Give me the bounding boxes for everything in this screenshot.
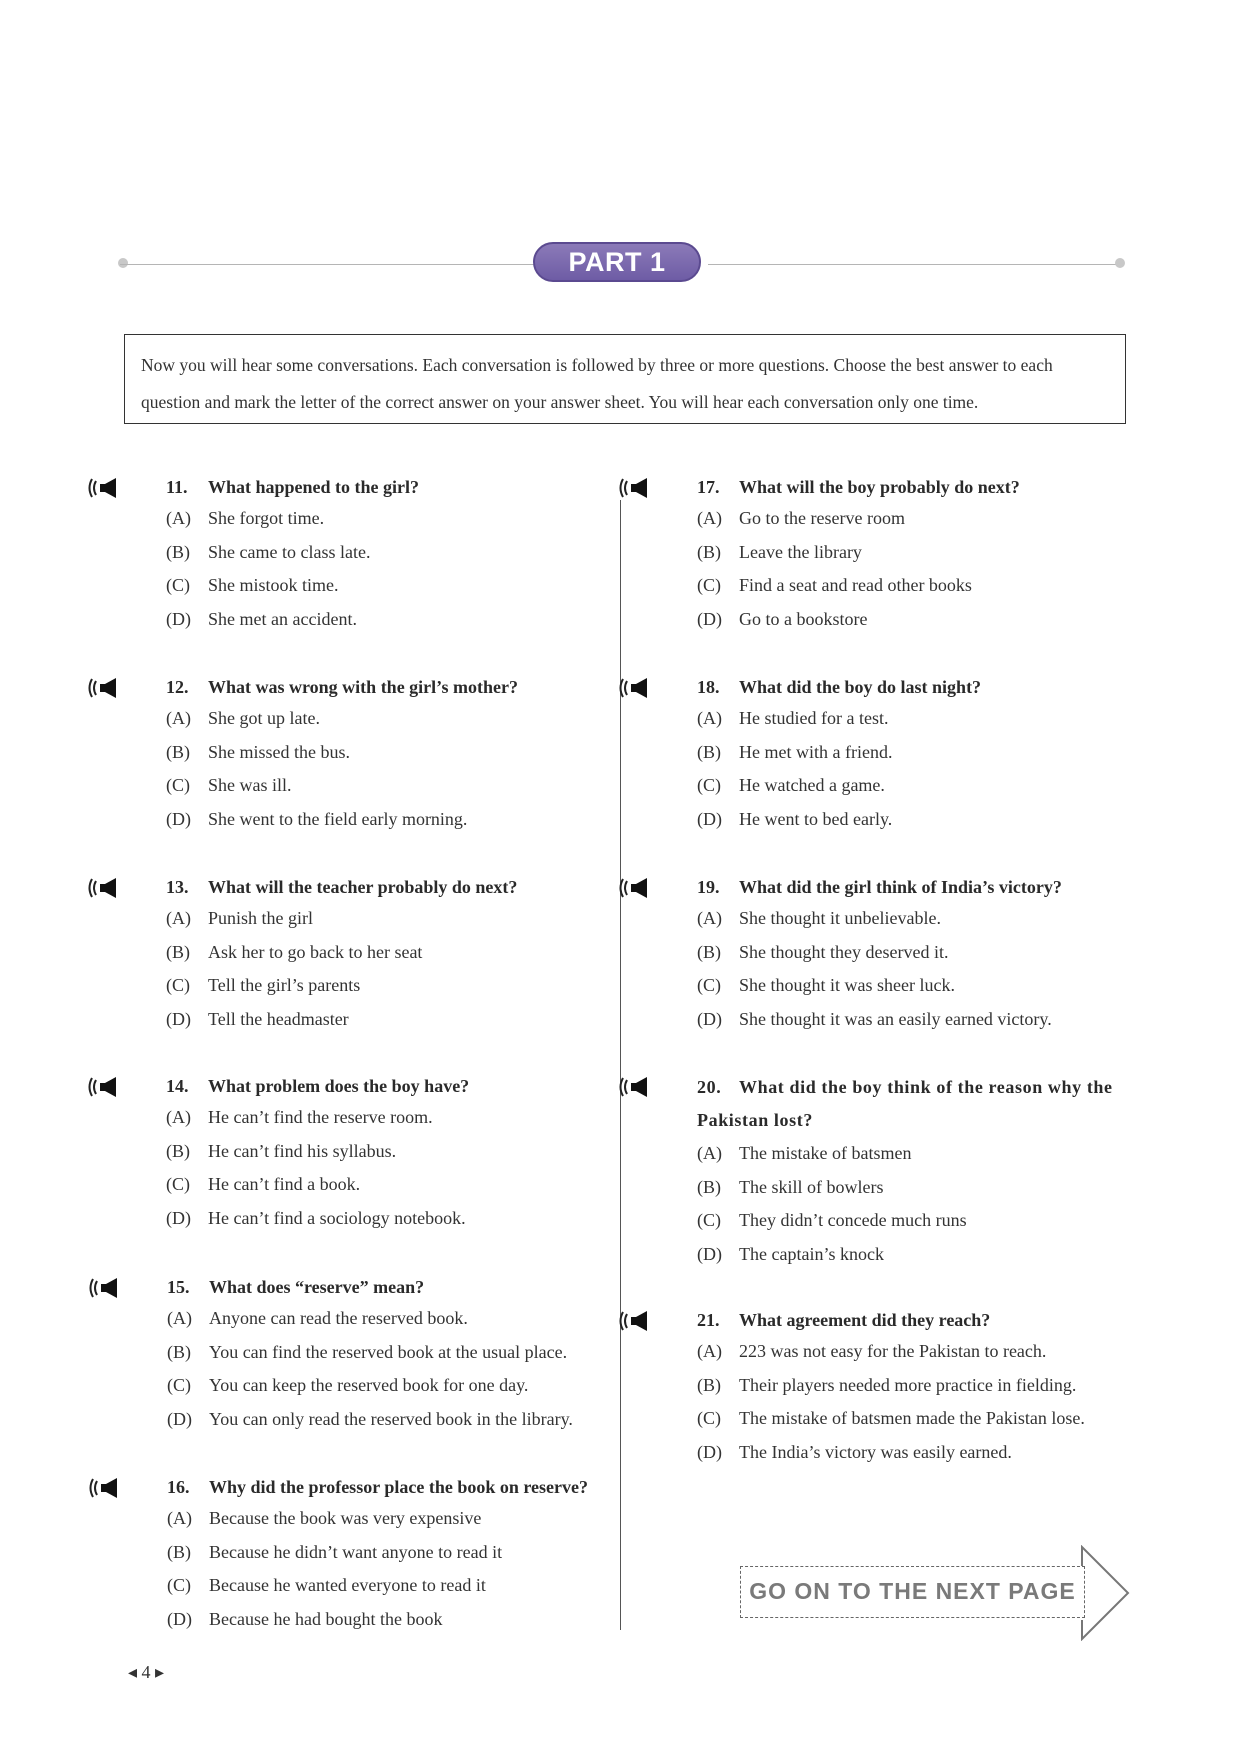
option-d[interactable] [697,1436,1217,1470]
option-text: The mistake of batsmen made the Pakistan lose. [739,1408,1085,1428]
option-d[interactable] [697,1003,1217,1037]
question-text: What happened to the girl? [208,477,420,497]
question-21[interactable] [697,1305,1217,1469]
option-c[interactable] [166,769,686,803]
option-a[interactable] [166,702,686,736]
question-12[interactable] [166,672,686,836]
question-text: What did the girl think of India’s victory? [739,877,1062,897]
part-label: PART 1 [533,242,701,282]
question-text: What problem does the boy have? [208,1076,470,1096]
option-letter: (A) [166,708,191,728]
option-d[interactable] [166,1202,686,1236]
option-a[interactable] [166,1101,686,1135]
option-text: The mistake of batsmen [739,1143,912,1163]
option-text: Because he didn’t want anyone to read it [209,1541,503,1562]
option-letter: (D) [697,1441,722,1462]
option-text: You can only read the reserved book in the library. [209,1408,573,1429]
question-number: 15. [167,1277,190,1297]
option-text: He can’t find his syllabus. [208,1140,397,1161]
option-text: Anyone can read the reserved book. [209,1308,468,1328]
question-text: What does “reserve” mean? [209,1277,425,1297]
option-a[interactable] [166,902,686,936]
option-text: She thought it unbelievable. [739,908,941,928]
option-letter: (A) [166,508,191,528]
option-letter: (C) [166,1174,190,1194]
option-text: Because he wanted everyone to read it [209,1575,486,1595]
option-letter: (C) [697,575,721,595]
option-letter: (B) [697,541,721,562]
option-d[interactable] [167,1403,687,1437]
question-text: What did the boy think of the reason why the Pakistan lost? [697,1077,1113,1130]
option-text: He studied for a test. [739,708,889,728]
option-letter: (D) [167,1408,192,1429]
option-a[interactable] [697,902,1217,936]
option-text: She mistook time. [208,575,339,595]
option-a[interactable] [697,1335,1217,1369]
option-text: Tell the girl’s parents [208,975,361,995]
option-letter: (A) [167,1508,192,1528]
option-b[interactable] [697,1171,1127,1205]
option-b[interactable] [166,536,686,570]
question-number: 13. [166,877,189,897]
option-letter: (B) [166,941,190,962]
speaker-icon[interactable] [617,877,657,899]
option-a[interactable] [697,502,1217,536]
option-text: He can’t find the reserve room. [208,1107,433,1127]
option-text: She went to the field early morning. [208,808,468,829]
option-text: Ask her to go back to her seat [208,941,423,962]
option-d[interactable] [697,603,1217,637]
speaker-icon[interactable] [87,1277,127,1299]
option-d[interactable] [166,603,686,637]
option-text: She thought it was an easily earned victory. [739,1008,1052,1029]
option-letter: (A) [697,1341,722,1361]
option-letter: (D) [697,1243,722,1264]
option-letter: (C) [166,975,190,995]
question-number: 14. [166,1076,189,1096]
option-text: 223 was not easy for the Pakistan to reach. [739,1341,1047,1361]
option-letter: (D) [166,1207,191,1228]
question-number: 20. [697,1077,722,1097]
question-17[interactable] [697,472,1217,636]
option-letter: (A) [697,1143,722,1163]
option-d[interactable] [697,1238,1127,1272]
option-d[interactable] [697,803,1217,837]
option-letter: (C) [167,1375,191,1395]
option-c[interactable] [697,1402,1217,1436]
option-c[interactable] [697,569,1217,603]
option-letter: (A) [166,908,191,928]
option-text: Tell the headmaster [208,1008,349,1029]
option-letter: (D) [167,1608,192,1629]
option-letter: (D) [697,608,722,629]
question-11[interactable] [166,472,686,636]
option-text: The captain’s knock [739,1243,884,1264]
speaker-icon[interactable] [617,677,657,699]
question-text: What did the boy do last night? [739,677,982,697]
question-number: 11. [166,477,188,497]
option-b[interactable] [167,1336,687,1370]
option-letter: (B) [166,1140,190,1161]
question-number: 18. [697,677,720,697]
option-text: She thought it was sheer luck. [739,975,955,995]
option-letter: (B) [697,941,721,962]
instructions-box: Now you will hear some conversations. Each conversation is followed by three or more questions. Choose the best answer to each question and mark the letter of the correct answer on your answer sheet. You will hear each conversation only one time. [124,334,1126,424]
option-letter: (C) [166,775,190,795]
option-letter: (C) [697,1408,721,1428]
option-a[interactable] [697,702,1217,736]
option-c[interactable] [166,569,686,603]
option-d[interactable] [167,1603,687,1637]
question-text: What agreement did they reach? [739,1310,991,1330]
option-letter: (C) [697,775,721,795]
option-letter: (B) [697,741,721,762]
header-right-rule [708,264,1120,265]
option-d[interactable] [166,1003,686,1037]
option-letter: (A) [697,708,722,728]
question-14[interactable] [166,1071,686,1235]
option-letter: (A) [166,1107,191,1127]
option-text: Because he had bought the book [209,1608,443,1629]
option-a[interactable] [167,1302,687,1336]
header-left-dot [118,258,128,268]
option-letter: (D) [166,1008,191,1029]
option-text: The skill of bowlers [739,1176,884,1197]
option-text: The India’s victory was easily earned. [739,1441,1012,1462]
option-c[interactable] [697,769,1217,803]
question-15[interactable] [167,1272,687,1436]
option-b[interactable] [697,736,1217,770]
option-b[interactable] [166,736,686,770]
option-a[interactable] [167,1502,687,1536]
option-letter: (A) [167,1308,192,1328]
speaker-icon[interactable] [86,877,126,899]
arrow-right-icon [1080,1545,1130,1641]
option-letter: (B) [167,1341,191,1362]
option-letter: (B) [166,541,190,562]
question-19[interactable] [697,872,1217,1036]
option-text: He can’t find a book. [208,1174,361,1194]
option-letter: (A) [697,908,722,928]
option-letter: (D) [166,808,191,829]
option-text: You can find the reserved book at the usual place. [209,1341,568,1362]
option-text: She thought they deserved it. [739,941,949,962]
option-text: He can’t find a sociology notebook. [208,1207,466,1228]
option-letter: (C) [697,975,721,995]
option-b[interactable] [697,536,1217,570]
question-text: What will the boy probably do next? [739,477,1020,497]
option-text: She met an accident. [208,608,357,629]
option-text: She was ill. [208,775,292,795]
option-text: Find a seat and read other books [739,575,972,595]
option-c[interactable] [166,1168,686,1202]
option-text: Leave the library [739,541,862,562]
option-letter: (C) [166,575,190,595]
question-13[interactable] [166,872,686,1036]
option-c[interactable] [697,1204,1127,1238]
next-page-box: GO ON TO THE NEXT PAGE [740,1566,1085,1618]
option-text: Their players needed more practice in fielding. [739,1374,1077,1395]
option-b[interactable] [166,1135,686,1169]
option-text: She got up late. [208,708,320,728]
option-letter: (C) [697,1210,721,1230]
option-text: He went to bed early. [739,808,893,829]
speaker-icon[interactable] [617,1076,657,1098]
header-right-dot [1115,258,1125,268]
option-letter: (B) [697,1374,721,1395]
question-text: What was wrong with the girl’s mother? [208,677,518,697]
option-text: He watched a game. [739,775,885,795]
question-text: What will the teacher probably do next? [208,877,518,897]
option-text: Go to a bookstore [739,608,868,629]
option-letter: (B) [166,741,190,762]
option-b[interactable] [167,1536,687,1570]
speaker-icon[interactable] [86,677,126,699]
question-number: 16. [167,1477,190,1497]
speaker-icon[interactable] [87,1477,127,1499]
option-b[interactable] [697,1369,1217,1403]
option-text: You can keep the reserved book for one day. [209,1375,529,1395]
question-number: 17. [697,477,720,497]
option-text: Go to the reserve room [739,508,905,528]
option-b[interactable] [697,936,1217,970]
speaker-icon[interactable] [86,1076,126,1098]
question-16[interactable] [167,1472,687,1636]
option-letter: (D) [697,1008,722,1029]
option-a[interactable] [166,502,686,536]
question-18[interactable] [697,672,1217,836]
option-letter: (B) [167,1541,191,1562]
question-text: Why did the professor place the book on reserve? [209,1477,589,1497]
option-letter: (B) [697,1176,721,1197]
page-number: ◂ 4 ▸ [128,1662,165,1682]
question-number: 21. [697,1310,720,1330]
question-number: 12. [166,677,189,697]
option-text: They didn’t concede much runs [739,1210,967,1230]
option-letter: (D) [166,608,191,629]
speaker-icon[interactable] [617,1310,657,1332]
option-c[interactable] [167,1369,687,1403]
speaker-icon[interactable] [86,477,126,499]
option-text: She forgot time. [208,508,325,528]
option-a[interactable] [697,1137,1127,1171]
option-text: She missed the bus. [208,741,350,762]
column-divider [620,500,621,1630]
option-text: Punish the girl [208,908,314,928]
question-number: 19. [697,877,720,897]
speaker-icon[interactable] [617,477,657,499]
option-c[interactable] [167,1569,687,1603]
option-letter: (A) [697,508,722,528]
option-text: She came to class late. [208,541,371,562]
option-text: Because the book was very expensive [209,1508,482,1528]
header-left-rule [120,264,535,265]
option-letter: (D) [697,808,722,829]
option-letter: (C) [167,1575,191,1595]
question-20[interactable] [697,1071,1127,1271]
option-d[interactable] [166,803,686,837]
option-text: He met with a friend. [739,741,893,762]
option-c[interactable] [166,969,686,1003]
option-c[interactable] [697,969,1217,1003]
option-b[interactable] [166,936,686,970]
